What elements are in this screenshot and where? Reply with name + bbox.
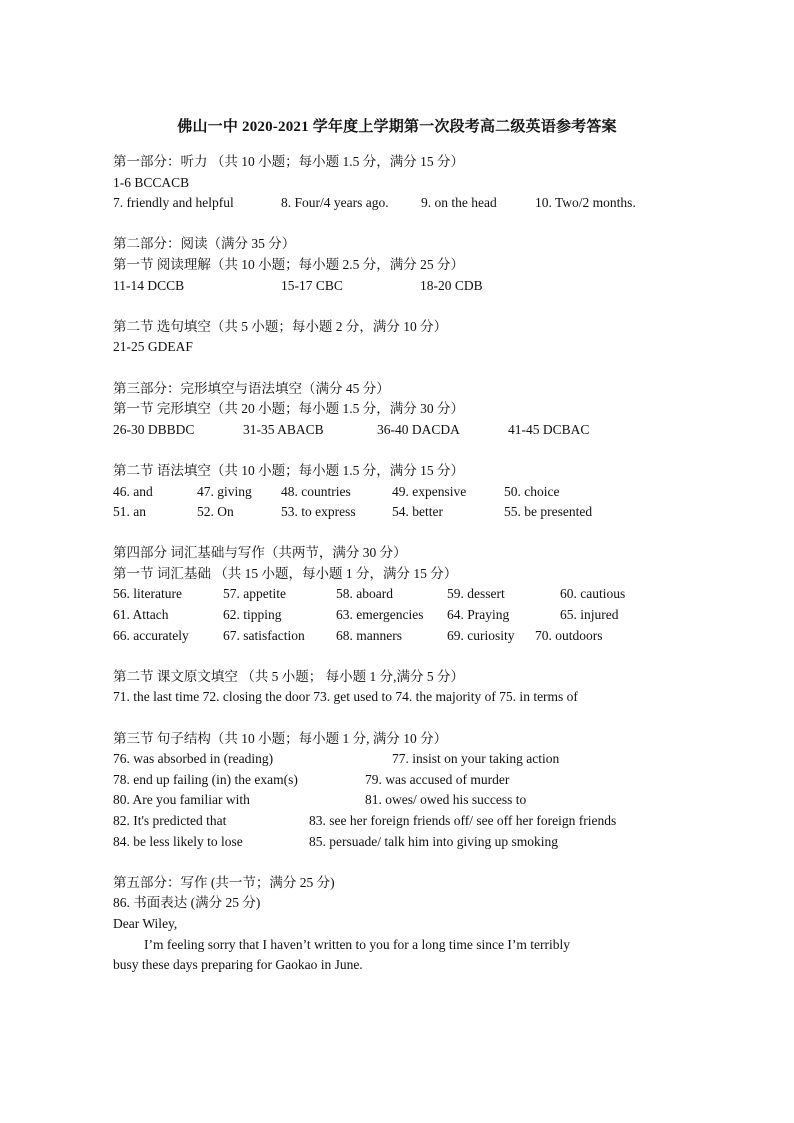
letter-paragraph-line-2: busy these days preparing for Gaokao in June. (113, 957, 363, 973)
part4-sec1-row-1 (113, 584, 713, 605)
answer-65: 65. injured (560, 607, 619, 623)
answer-7: 7. friendly and helpful (113, 195, 234, 211)
answer-68: 68. manners (336, 627, 402, 643)
answers-41-45: 41-45 DCBAC (508, 421, 590, 437)
part4-sec1-heading: 第一节 词汇基础 （共 15 小题，每小题 1 分，满分 15 分） (113, 565, 458, 581)
answer-63: 63. emergencies (336, 607, 424, 623)
letter-paragraph-line-1: I’m feeling sorry that I haven’t written to you for a long time since I’m terribly (144, 936, 571, 952)
answers-15-17: 15-17 CBC (281, 277, 343, 293)
answer-84: 84. be less likely to lose (113, 833, 243, 849)
part3-heading: 第三部分：完形填空与语法填空（满分 45 分） (113, 380, 390, 396)
answers-18-20: 18-20 CDB (420, 277, 483, 293)
answer-53: 53. to express (281, 504, 356, 520)
answer-51: 51. an (113, 504, 146, 520)
answer-81: 81. owes/ owed his success to (365, 792, 527, 808)
part1-answers-7-10 (113, 193, 713, 214)
part1-answers-1-6: 1-6 BCCACB (113, 174, 190, 190)
part4-heading: 第四部分 词汇基础与写作（共两节，满分 30 分） (113, 545, 407, 561)
part2-sec2-answers: 21-25 GDEAF (113, 339, 193, 355)
answer-57: 57. appetite (223, 586, 286, 602)
answer-48: 48. countries (281, 483, 351, 499)
part2-sec2-heading: 第二节 选句填空（共 5 小题；每小题 2 分，满分 10 分） (113, 318, 448, 334)
answer-85: 85. persuade/ talk him into giving up smoking (309, 833, 558, 849)
part3-sec2-heading: 第二节 语法填空（共 10 小题；每小题 1.5 分，满分 15 分） (113, 462, 464, 478)
answer-47: 47. giving (197, 483, 252, 499)
part4-sec3-row-5 (113, 832, 713, 853)
answer-58: 58. aboard (336, 586, 393, 602)
answer-79: 79. was accused of murder (365, 771, 510, 787)
part5-item-heading: 86. 书面表达 (满分 25 分) (113, 895, 261, 911)
answer-56: 56. literature (113, 586, 182, 602)
answers-36-40: 36-40 DACDA (377, 421, 460, 437)
part4-sec1-row-3 (113, 626, 713, 647)
part4-sec3-row-4 (113, 811, 713, 832)
part4-sec3-heading: 第三节 句子结构（共 10 小题；每小题 1 分, 满分 10 分） (113, 730, 448, 746)
part1-heading: 第一部分：听力 （共 10 小题；每小题 1.5 分，满分 15 分） (113, 154, 464, 169)
part4-sec3-row-1 (113, 749, 713, 770)
answer-83: 83. see her foreign friends off/ see off her foreign friends (309, 813, 617, 828)
answer-80: 80. Are you familiar with (113, 792, 250, 808)
answers-31-35: 31-35 ABACB (243, 421, 324, 437)
answer-61: 61. Attach (113, 607, 169, 623)
page-title: 佛山一中 2020-2021 学年度上学期第一次段考高二级英语参考答案 (177, 119, 617, 135)
answer-66: 66. accurately (113, 627, 189, 643)
answer-10: 10. Two/2 months. (535, 195, 636, 211)
part3-sec1-heading: 第一节 完形填空（共 20 小题；每小题 1.5 分，满分 30 分） (113, 401, 464, 417)
answer-52: 52. On (197, 504, 234, 520)
answer-69: 69. curiosity (447, 627, 515, 643)
answer-8: 8. Four/4 years ago. (281, 195, 389, 211)
answer-59: 59. dessert (447, 586, 505, 602)
part3-sec2-row-2 (113, 502, 713, 523)
part2-sec1-heading: 第一节 阅读理解（共 10 小题；每小题 2.5 分，满分 25 分） (113, 256, 464, 272)
part2-heading: 第二部分：阅读（满分 35 分） (113, 236, 296, 252)
answers-11-14: 11-14 DCCB (113, 277, 185, 293)
part5-heading: 第五部分：写作 (共一节；满分 25 分) (113, 874, 335, 890)
answer-46: 46. and (113, 483, 153, 499)
letter-salutation: Dear Wiley, (113, 915, 178, 931)
answer-62: 62. tipping (223, 607, 282, 623)
answer-9: 9. on the head (421, 195, 497, 211)
answer-78: 78. end up failing (in) the exam(s) (113, 771, 298, 787)
part4-sec3-row-2 (113, 770, 713, 791)
answer-50: 50. choice (504, 483, 560, 499)
answer-60: 60. cautious (560, 586, 626, 602)
answer-54: 54. better (392, 504, 443, 520)
part4-sec3-row-3 (113, 790, 713, 811)
part3-sec1-answers (113, 420, 713, 441)
part4-sec2-heading: 第二节 课文原文填空 （共 5 小题； 每小题 1 分,满分 5 分） (113, 668, 464, 684)
answer-67: 67. satisfaction (223, 627, 305, 643)
part4-sec1-row-2 (113, 605, 713, 626)
answer-49: 49. expensive (392, 483, 467, 499)
answer-77: 77. insist on your taking action (392, 751, 560, 767)
answer-82: 82. It's predicted that (113, 813, 227, 828)
answer-64: 64. Praying (447, 607, 510, 623)
answer-76: 76. was absorbed in (reading) (113, 751, 274, 767)
answer-content (113, 152, 713, 976)
part4-sec2-answers: 71. the last time 72. closing the door 73. get used to 74. the majority of 75. in terms of (113, 689, 578, 705)
answers-26-30: 26-30 DBBDC (113, 421, 195, 437)
answer-55: 55. be presented (504, 504, 593, 520)
part3-sec2-row-1 (113, 482, 713, 503)
part2-sec1-answers (113, 276, 713, 297)
answer-70: 70. outdoors (535, 627, 603, 643)
